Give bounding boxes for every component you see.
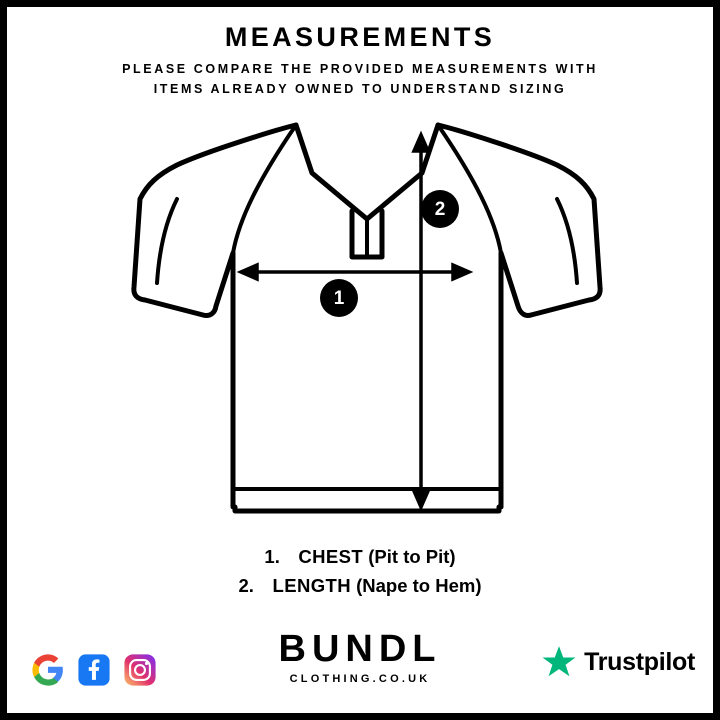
brand-name: BUNDL [278, 628, 442, 670]
polo-shirt-diagram [7, 107, 720, 537]
legend-name-2: LENGTH [272, 574, 351, 596]
legend-name-1: CHEST [298, 546, 364, 567]
measurement-legend [7, 543, 713, 600]
legend-detail-2: (Nape to Hem) [356, 574, 482, 596]
legend-detail-1: (Pit to Pit) [368, 546, 456, 567]
trustpilot-star-icon [542, 645, 576, 679]
legend-number-2: 2. [238, 574, 254, 596]
legend-item-length [7, 572, 713, 601]
header [7, 23, 713, 100]
header-subtitle [30, 59, 690, 100]
length-measure-arrow [414, 135, 428, 507]
badge-length: 2 [421, 190, 459, 228]
legend-item-chest [7, 543, 713, 572]
chest-measure-arrow [241, 265, 469, 279]
brand-domain: CLOTHING.CO.UK [289, 673, 431, 685]
page-title: MEASUREMENTS [224, 22, 496, 52]
header-subtitle-line2: ITEMS ALREADY OWNED TO UNDERSTAND SIZING [153, 82, 567, 97]
badge-chest: 1 [320, 279, 358, 317]
footer [7, 623, 713, 695]
legend-number-1: 1. [264, 546, 280, 567]
trustpilot-label: Trustpilot [584, 647, 695, 676]
header-subtitle-line1: PLEASE COMPARE THE PROVIDED MEASUREMENTS WITH [122, 61, 598, 76]
polo-shirt-illustration [7, 107, 720, 537]
trustpilot-logo[interactable] [542, 645, 695, 679]
